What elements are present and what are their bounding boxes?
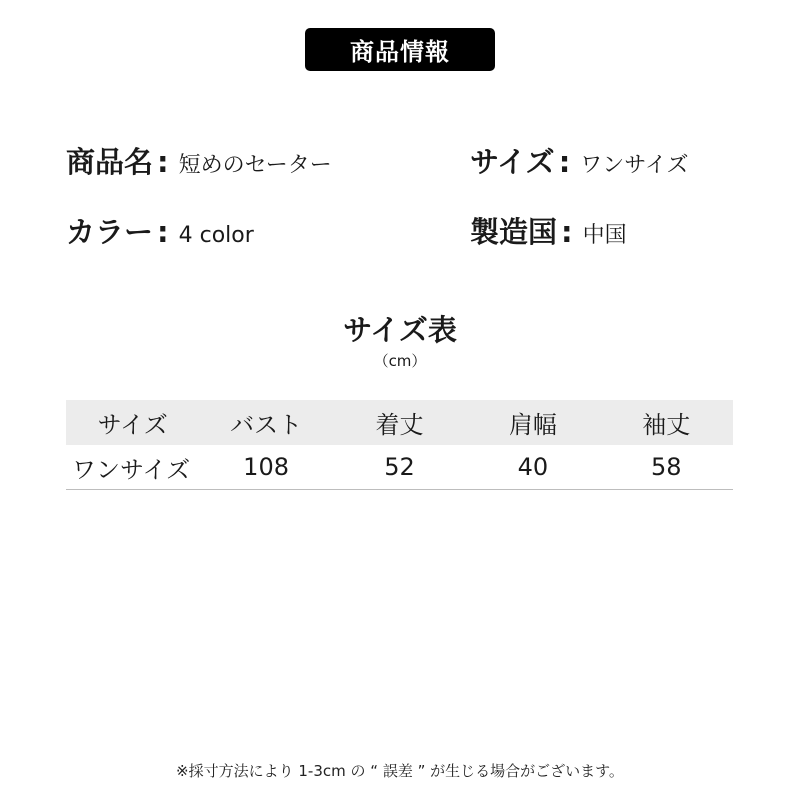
info-country [470, 210, 627, 251]
table-cell: 40 [466, 445, 599, 490]
info-value: 短めのセーター [178, 153, 332, 178]
table-cell: 52 [333, 445, 466, 490]
size-chart-title: サイズ表 [343, 313, 457, 347]
size-table [66, 400, 733, 490]
table-cell: 108 [199, 445, 332, 490]
table-header-row [66, 400, 733, 445]
info-label: 商品名 [66, 145, 154, 179]
column-header: 肩幅 [466, 400, 599, 445]
column-header: 袖丈 [600, 400, 733, 445]
section-title: 商品情報 [350, 38, 450, 66]
size-chart-unit: （cm） [373, 352, 427, 370]
info-color [66, 210, 254, 251]
info-label: カラー [66, 215, 154, 249]
info-colon: : [558, 145, 571, 179]
info-value: 4 color [178, 223, 254, 248]
section-title-badge [305, 28, 495, 71]
column-header: 着丈 [333, 400, 466, 445]
column-header: バスト [199, 400, 332, 445]
info-value: ワンサイズ [580, 153, 689, 178]
table-row [66, 445, 733, 490]
info-label: 製造国 [470, 215, 558, 249]
info-value: 中国 [582, 223, 627, 248]
info-colon: : [157, 145, 169, 179]
measurement-note: ※採寸方法により 1-3cm の “ 誤差 ” が生じる場合がございます。 [176, 762, 624, 780]
table-cell: 58 [600, 445, 733, 490]
info-product-name [66, 140, 332, 181]
table-cell: ワンサイズ [66, 445, 199, 490]
info-size [470, 140, 689, 181]
info-label: サイズ [470, 145, 555, 179]
info-colon: : [157, 215, 169, 249]
info-colon: : [561, 215, 573, 249]
column-header: サイズ [66, 400, 199, 445]
